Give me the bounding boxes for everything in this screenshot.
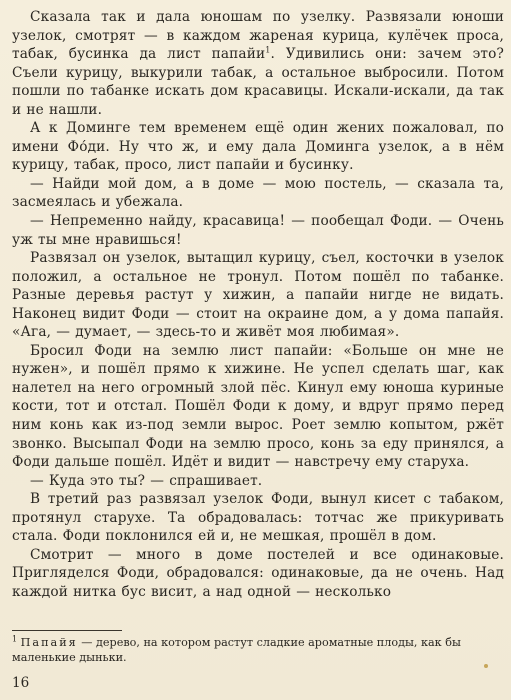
paragraph-text: — Непременно найду, красавица! — пообещал Фоди. — Очень уж ты мне нравишься!: [12, 213, 504, 248]
footnote-divider: [12, 630, 122, 631]
paper-spot: [484, 664, 488, 668]
footnote-marker: 1: [12, 634, 18, 644]
paragraph-text: — Куда это ты? — спрашивает.: [30, 472, 263, 489]
paragraph: [12, 119, 504, 175]
footnote-text: — дерево, на котором растут сладкие ароматные плоды, как бы маленькие дыньки.: [12, 636, 461, 664]
footnote-term: Папайя: [20, 636, 78, 649]
paragraph-text: А к Доминге тем временем ещё один жених пожаловал, по имени Фо́ди. Ну что ж, и ему дала Доминга узелок, а в нём курицу, табак, просо, лист папайи и бусинку.: [12, 120, 504, 174]
paragraph: [12, 8, 504, 119]
paragraph: [12, 249, 504, 342]
paragraph-text-continued: . Удивились они: зачем это? Съели курицу, выкурили табак, а остальное выбросили. Потом пошли по табанке искать дом красавицы. Искали-искали, да так и не нашли.: [12, 46, 504, 118]
paragraph-text: Сказала так и дала юношам по узелку. Развязали юноши узелок, смотрят — в каждом жареная курица, кулёчек проса, табак, бусинка да лист папайи: [12, 9, 504, 63]
paragraph: [12, 212, 504, 249]
paragraph: [12, 342, 504, 472]
footnote-reference[interactable]: 1: [265, 45, 271, 55]
paragraph: [12, 175, 504, 212]
page-number: 16: [12, 675, 30, 691]
paragraph-text: Смотрит — много в доме постелей и все одинаковые. Пригляделся Фоди, обрадовался: одинаковые, да не очень. Над каждой нитка бус висит, а над одной — несколько: [12, 546, 504, 600]
main-text: [12, 8, 504, 602]
paragraph-text: В третий раз развязал узелок Фоди, вынул кисет с табаком, протянул старухе. Та обрадовалась: тотчас же прикуривать стала. Фоди поклонился ей и, не мешкая, прошёл в дом.: [12, 491, 504, 545]
footnote: [12, 635, 492, 665]
paragraph-text: Развязал он узелок, вытащил курицу, съел, косточки в узелок положил, а остальное не тронул. Потом пошёл по табанке. Разные деревья растут у хижин, а папайи нигде не видать. Наконец видит Фоди — стоит на окраине дом, а у дома папайя. «Ага, — думает, — здесь-то и живёт моя любимая».: [12, 250, 504, 341]
paragraph: [12, 472, 504, 491]
paragraph-text: Бросил Фоди на землю лист папайи: «Больше он мне не нужен», и пошёл прямо к хижине. Не успел сделать шаг, как налетел на него огромный злой пёс. Кинул ему юноша куриные кости, тот и отстал. Пошёл Фоди к дому, и вдруг прямо перед ним конь как из-под земли вырос. Роет землю копытом, ржёт звонко. Высыпал Фоди на землю просо, конь за еду принялся, а Фоди дальше пошёл. Идёт и видит — навстречу ему старуха.: [12, 342, 504, 471]
paragraph: [12, 546, 504, 602]
paragraph-text: — Найди мой дом, а в доме — мою постель, — сказала та, засмеялась и убежала.: [12, 175, 504, 211]
paragraph: [12, 490, 504, 546]
